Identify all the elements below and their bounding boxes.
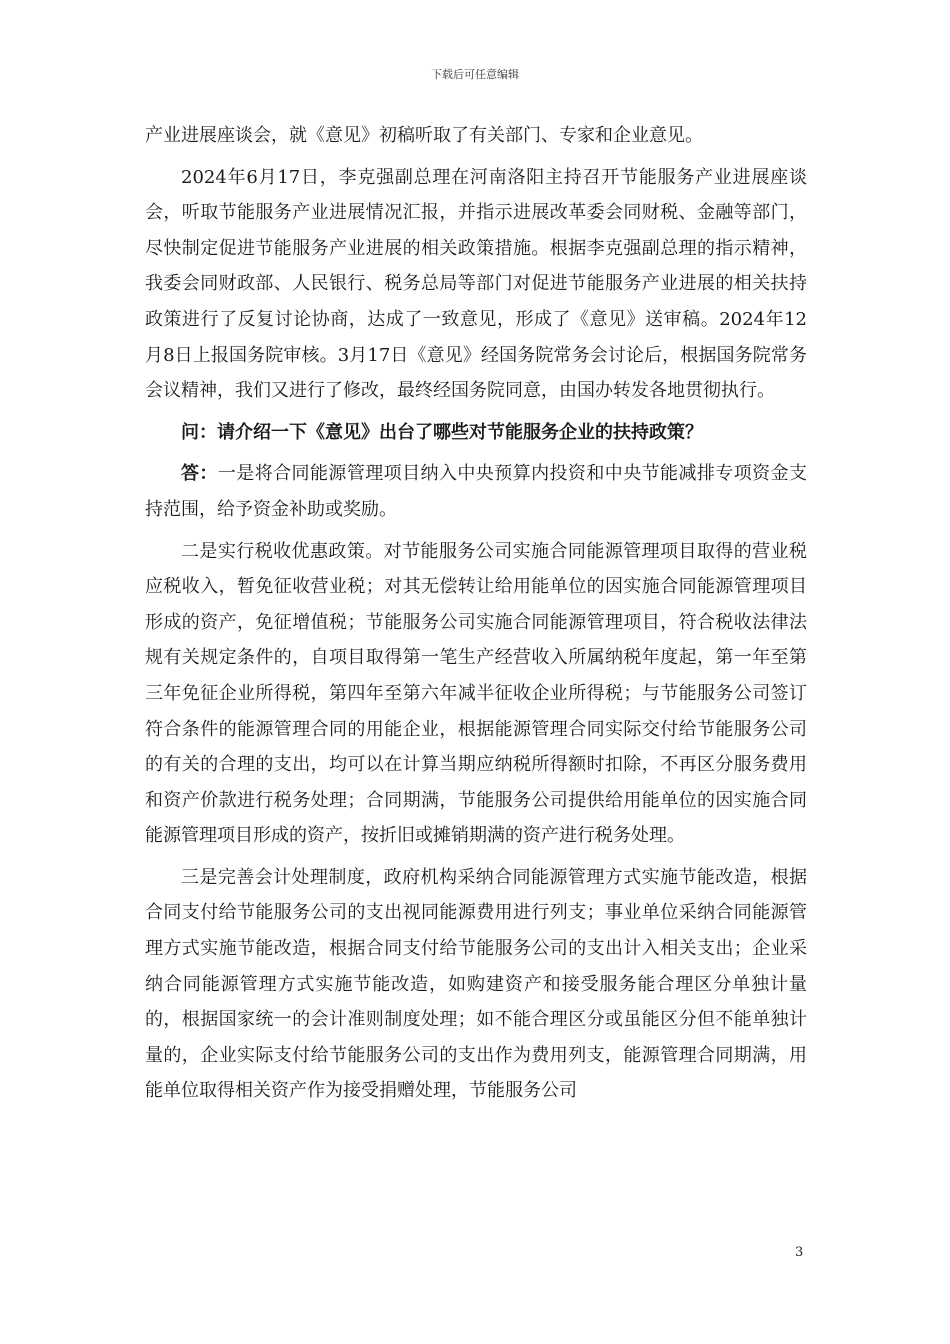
- paragraph-continuation: 产业进展座谈会，就《意见》初稿听取了有关部门、专家和企业意见。: [145, 125, 703, 146]
- question-heading: 问：请介绍一下《意见》出台了哪些对节能服务企业的扶持政策？: [181, 421, 703, 443]
- paragraph-accounting-policy: 三是完善会计处理制度，政府机构采纳合同能源管理方式实施节能改造，根据合同支付给节能服务公司的支出视同能源费用进行列支；事业单位采纳合同能源管理方式实施节能改造，根据合同支付给节能服务公司的支出计入相关支出；企业采纳合同能源管理方式实施节能改造，如购建资产和接受服务能合理区分单独计量的，根据国家统一的会计准则制度处理；如不能合理区分或虽能区分但不能单独计量的，企业实际支付给节能服务公司的支出作为费用列支，能源管理合同期满，用能单位取得相关资产作为接受捐赠处理，节能服务公司: [145, 866, 807, 1102]
- document-body: [145, 118, 807, 1115]
- page-header: 下载后可任意编辑: [431, 68, 519, 81]
- answer-paragraph: [145, 456, 807, 527]
- page-number: 3: [795, 1245, 804, 1260]
- paragraph-history: 2024年6月17日，李克强副总理在河南洛阳主持召开节能服务产业进展座谈会，听取节能服务产业进展情况汇报，并指示进展改革委会同财税、金融等部门，尽快制定促进节能服务产业进展的相关政策措施。根据李克强副总理的指示精神，我委会同财政部、人民银行、税务总局等部门对促进节能服务产业进展的相关扶持政策进行了反复讨论协商，达成了一致意见，形成了《意见》送审稿。2024年12月8日上报国务院审核。3月17日《意见》经国务院常务会讨论后，根据国务院常务会议精神，我们又进行了修改，最终经国务院同意，由国办转发各地贯彻执行。: [145, 166, 807, 402]
- answer-label: 答：: [181, 463, 218, 485]
- paragraph-tax-policy: 二是实行税收优惠政策。对节能服务公司实施合同能源管理项目取得的营业税应税收入，暂免征收营业税；对其无偿转让给用能单位的因实施合同能源管理项目形成的资产，免征增值税；节能服务公司实施合同能源管理项目，符合税收法律法规有关规定条件的，自项目取得第一笔生产经营收入所属纳税年度起，第一年至第三年免征企业所得税，第四年至第六年减半征收企业所得税；与节能服务公司签订符合条件的能源管理合同的用能企业，根据能源管理合同实际交付给节能服务公司的有关的合理的支出，均可以在计算当期应纳税所得额时扣除，不再区分服务费用和资产价款进行税务处理；合同期满，节能服务公司提供给用能单位的因实施合同能源管理项目形成的资产，按折旧或摊销期满的资产进行税务处理。: [145, 540, 807, 847]
- answer-text: 一是将合同能源管理项目纳入中央预算内投资和中央节能减排专项资金支持范围，给予资金补助或奖励。: [145, 463, 808, 520]
